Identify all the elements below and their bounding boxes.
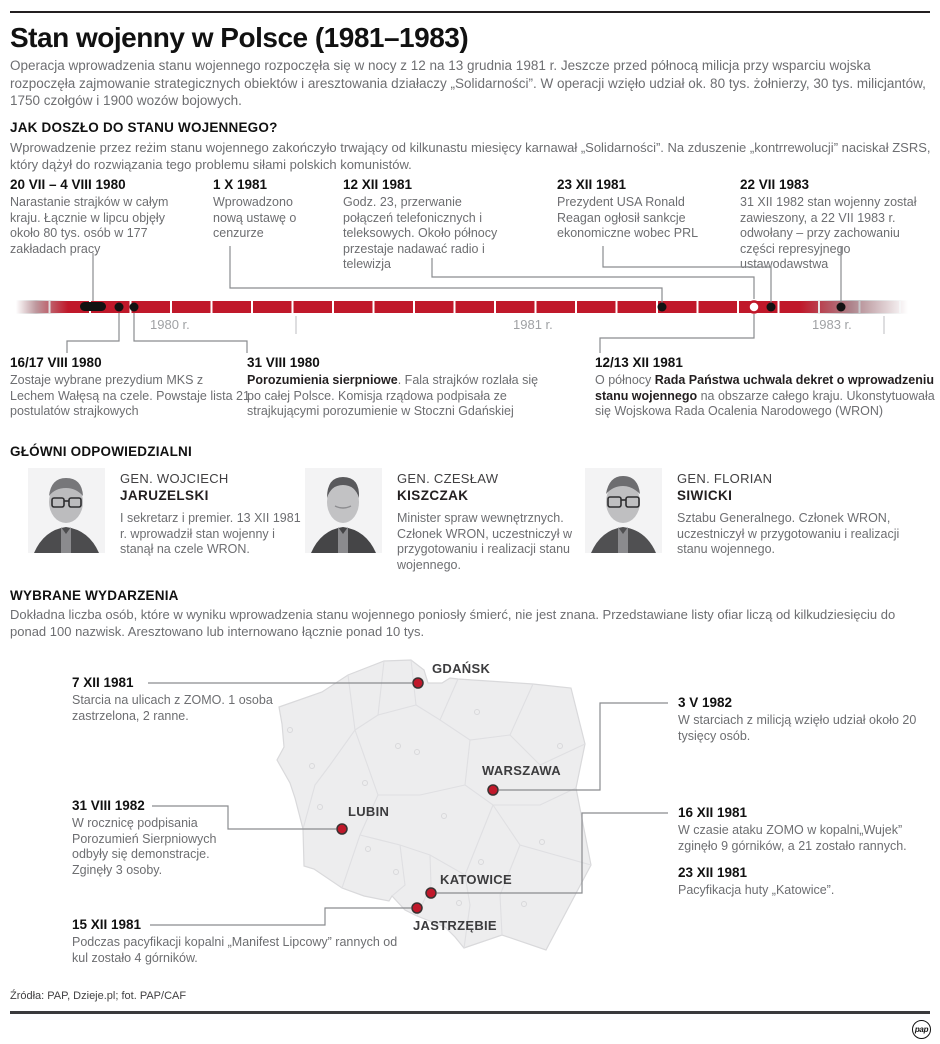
section-heading-responsible: GŁÓWNI ODPOWIEDZIALNI — [10, 444, 192, 459]
city-label-lubin: LUBIN — [348, 804, 390, 819]
person-name-line2: SIWICKI — [677, 488, 733, 503]
person-jaruzelski — [120, 471, 306, 558]
timeline-event-strikes — [10, 177, 182, 257]
section-heading-how: JAK DOSZŁO DO STANU WOJENNEGO? — [10, 120, 278, 135]
city-label-katowice: KATOWICE — [440, 872, 512, 887]
poland-map — [270, 645, 635, 963]
timeline-event-sanctions — [557, 177, 717, 242]
person-name-line1: GEN. CZESŁAW — [397, 471, 499, 486]
city-label-warszawa: WARSZAWA — [482, 763, 561, 778]
timeline-event-martial-law-decree — [595, 355, 935, 420]
year-label-1983: 1983 r. — [812, 317, 852, 332]
person-bio: Minister spraw wewnętrznych. Członek WRON, uczestniczył w przygotowaniu i realizacji stanu wojennego. — [397, 511, 573, 572]
section-heading-events: WYBRANE WYDARZENIA — [10, 588, 179, 603]
note-text: W starciach z milicją wzięło udział około 20 tysięcy osób. — [678, 713, 917, 743]
event-text — [247, 373, 542, 420]
map-note-huta-katowice — [678, 865, 923, 899]
map-note-lubin — [72, 798, 242, 878]
event-text-plain: Zostaje wybrane prezydium MKS z Lechem Wałęsą na czele. Powstaje lista 21 postulatów strajkowych — [10, 373, 250, 418]
event-date: 16/17 VIII 1980 — [10, 355, 102, 370]
person-bio: I sekretarz i premier. 13 XII 1981 r. wprowadził stan wojenny i stanął na czele WRON. — [120, 511, 301, 556]
portrait-jaruzelski — [28, 468, 105, 558]
event-text-bold: Rada Państwa uchwala dekret o wprowadzeniu stanu wojennego — [595, 373, 935, 403]
event-text: Narastanie strajków w całym kraju. Łącznie w lipcu objęły około 80 tys. osób w 177 zakładach pracy — [10, 195, 169, 256]
intro-paragraph: Operacja wprowadzenia stanu wojennego rozpoczęła się w nocy z 12 na 13 grudnia 1981 r. Jeszcze przed północą milicja przy wsparciu wojska rozpoczęła zajmowanie strategicznych obiektów i aresztowania działaczy „Solidarności”. W operacji wzięło udział ok. 80 tys. żołnierzy, 30 tys. milicjantów, 1750 czołgów i 1900 wozów bojowych. — [10, 58, 926, 108]
person-name-line2: KISZCZAK — [397, 488, 469, 503]
pap-logo: pap — [912, 1020, 931, 1039]
event-date: 20 VII – 4 VIII 1980 — [10, 177, 126, 192]
event-text — [10, 373, 250, 420]
timeline-event-mks — [10, 355, 250, 420]
portrait-photo — [28, 468, 105, 553]
page-title: Stan wojenny w Polsce (1981–1983) — [10, 22, 469, 53]
note-text: W czasie ataku ZOMO w kopalni„Wujek” zginęło 9 górników, a 21 zostało rannych. — [678, 823, 907, 853]
portrait-siwicki — [585, 468, 662, 558]
event-text-pre: O północy — [595, 373, 655, 387]
city-label-jastrzebie: JASTRZĘBIE — [413, 918, 497, 933]
note-date: 15 XII 1981 — [72, 917, 142, 932]
note-date: 16 XII 1981 — [678, 805, 748, 820]
note-text: Pacyfikacja huty „Katowice”. — [678, 883, 835, 897]
person-name-line1: GEN. WOJCIECH — [120, 471, 229, 486]
person-kiszczak — [397, 471, 579, 573]
person-siwicki — [677, 471, 929, 558]
person-name-line1: GEN. FLORIAN — [677, 471, 773, 486]
event-text-plain: . Fala strajków rozlała się po całej Polsce. Komisja rządowa podpisała ze strajkującymi porozumienie w Stoczni Gdańskiej — [247, 373, 539, 418]
event-date: 23 XII 1981 — [557, 177, 627, 192]
events-lead-paragraph: Dokładna liczba osób, które w wyniku wprowadzenia stanu wojennego poniosły śmierć, nie jest znana. Przedstawiane listy ofiar liczą od kilkudziesięciu do ponad 100 nazwisk. Aresztowano lub internowano łącznie ponad 10 tys. — [10, 607, 896, 639]
portrait-photo — [305, 468, 382, 553]
timeline-event-censorship — [213, 177, 323, 242]
note-date: 31 VIII 1982 — [72, 798, 145, 813]
poland-outline — [277, 660, 591, 950]
timeline-bar — [10, 301, 930, 313]
portrait-photo — [585, 468, 662, 553]
how-lead-paragraph: Wprowadzenie przez reżim stanu wojennego zakończyło trwający od kilkunastu miesięcy karnawał „Solidarności”. Na zduszenie „kontrrewolucji” naciskał ZSRS, który dążył do rozwiązania tego problemu siłami polskich komunistów. — [10, 140, 931, 172]
timeline-fade-right — [800, 300, 935, 314]
note-date: 23 XII 1981 — [678, 865, 748, 880]
event-text: Godz. 23, przerwanie połączeń telefonicznych i teleksowych. Około północy przestaje nadawać radio i telewizja — [343, 195, 498, 271]
portrait-kiszczak — [305, 468, 382, 558]
event-date: 12 XII 1981 — [343, 177, 413, 192]
city-label-gdansk: GDAŃSK — [432, 661, 491, 676]
top-rule — [10, 11, 930, 13]
note-date: 7 XII 1981 — [72, 675, 134, 690]
note-date: 3 V 1982 — [678, 695, 733, 710]
note-text: Starcia na ulicach z ZOMO. 1 osoba zastrzelona, 2 ranne. — [72, 693, 273, 723]
event-date: 1 X 1981 — [213, 177, 268, 192]
timeline-fade-left — [10, 300, 68, 314]
year-label-1981: 1981 r. — [513, 317, 553, 332]
year-label-1980: 1980 r. — [150, 317, 190, 332]
person-bio: Sztabu Generalnego. Członek WRON, uczestniczył w przygotowaniu i realizacji stanu wojennego. — [677, 511, 900, 556]
event-date: 12/13 XII 1981 — [595, 355, 683, 370]
note-text: W rocznicę podpisania Porozumień Sierpniowych odbyły się demonstracje. Zginęły 3 osoby. — [72, 816, 217, 877]
map-note-wujek — [678, 805, 940, 854]
event-text: Wprowadzono nową ustawę o cenzurze — [213, 195, 297, 240]
timeline-event-lifted — [740, 177, 932, 273]
event-text-bold: Porozumienia sierpniowe — [247, 373, 398, 387]
person-name-line2: JARUZELSKI — [120, 488, 209, 503]
sources-line: Źródła: PAP, Dzieje.pl; fot. PAP/CAF — [10, 990, 187, 1002]
connector-decree — [600, 314, 754, 353]
map-note-warszawa — [678, 695, 923, 744]
map-note-gdansk — [72, 675, 317, 724]
event-date: 31 VIII 1980 — [247, 355, 320, 370]
bottom-rule — [10, 1011, 930, 1014]
timeline-event-communications — [343, 177, 511, 273]
map-note-jastrzebie — [72, 917, 407, 966]
event-date: 22 VII 1983 — [740, 177, 810, 192]
note-text: Podczas pacyfikacji kopalni „Manifest Lipcowy” rannych od kul zostało 4 górników. — [72, 935, 398, 965]
timeline-event-august-agreements — [247, 355, 542, 420]
event-text: 31 XII 1982 stan wojenny został zawieszony, a 22 VII 1983 r. odwołany – przy zachowaniu części represyjnego ustawodawstwa — [740, 195, 917, 271]
connector-mks — [67, 313, 119, 353]
event-text-plain: na obszarze całego kraju. Ukonstytuowała się Wojskowa Rada Ocalenia Narodowego (WRON) — [595, 388, 935, 418]
event-text — [595, 373, 935, 420]
event-text: Prezydent USA Ronald Reagan ogłosił sankcje ekonomiczne wobec PRL — [557, 195, 699, 240]
